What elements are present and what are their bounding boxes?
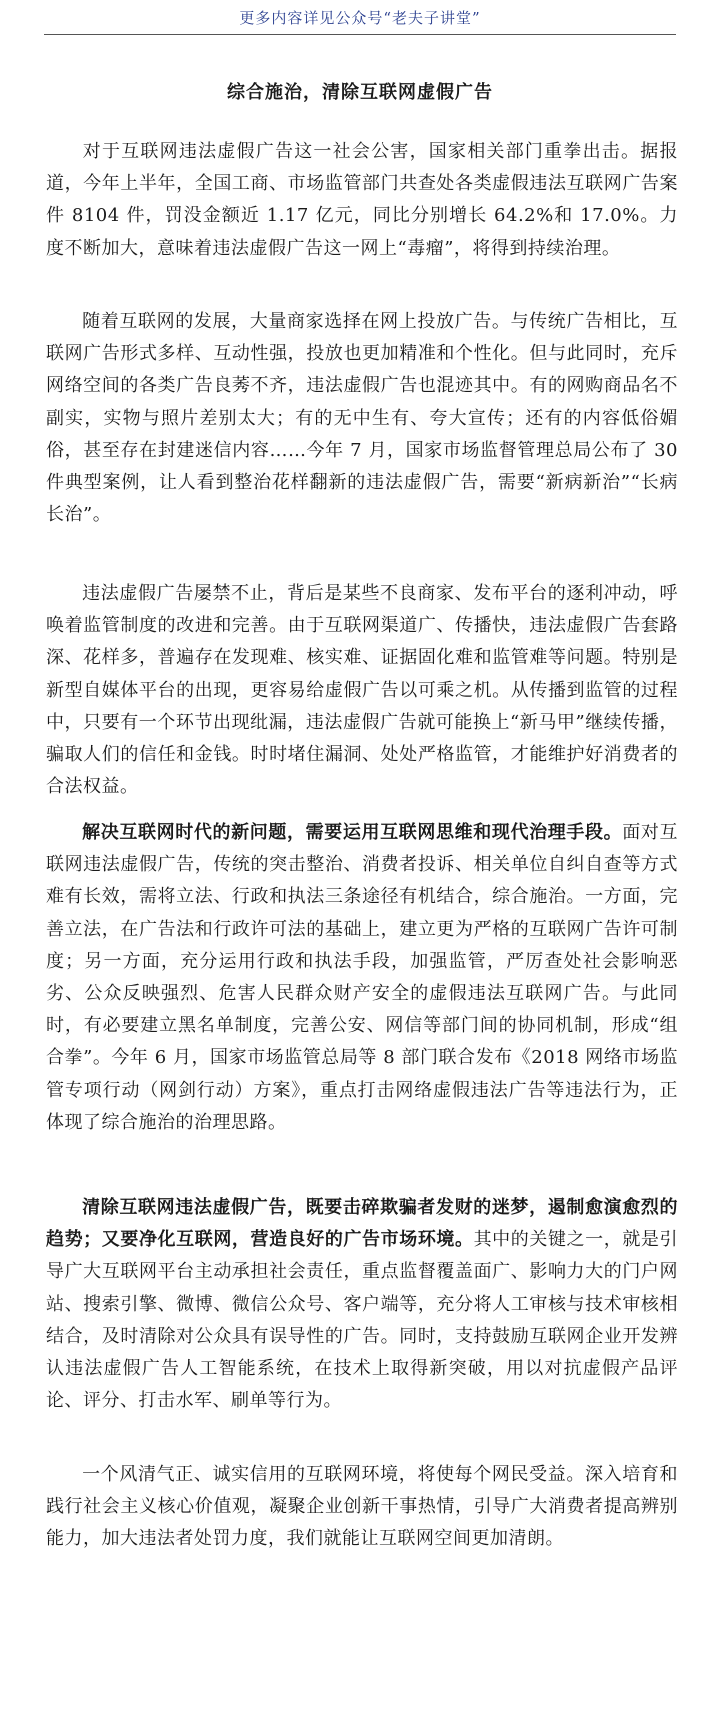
paragraph-2 xyxy=(46,306,678,531)
paragraph-2-text: 随着互联网的发展，大量商家选择在网上投放广告。与传统广告相比，互联网广告形式多样、互动性强，投放也更加精准和个性化。但与此同时，充斥网络空间的各类广告良莠不齐，违法虚假广告也混迹其中。有的网购商品名不副实，实物与照片差别太大；有的无中生有、夸大宣传；还有的内容低俗媚俗，甚至存在封建迷信内容……今年 7 月，国家市场监督管理总局公布了 30 件典型案例，让人看到整治花样翻新的违法虚假广告，需要“新病新治”“长病长治”。 xyxy=(46,311,678,526)
paragraph-5 xyxy=(46,1192,678,1417)
paragraph-1 xyxy=(46,136,678,265)
article-title: 综合施治，清除互联网虚假广告 xyxy=(227,82,493,103)
paragraph-6 xyxy=(46,1459,678,1556)
page-header xyxy=(44,0,676,35)
paragraph-1-text: 对于互联网违法虚假广告这一社会公害，国家相关部门重拳出击。据报道，今年上半年，全国工商、市场监管部门共查处各类虚假违法互联网广告案件 8104 件，罚没金额近 1.17 亿元，同比分别增长 64.2%和 17.0%。力度不断加大，意味着违法虚假广告这一网上“毒瘤”，将得到持续治理。 xyxy=(46,141,678,259)
paragraph-3 xyxy=(46,578,678,803)
paragraph-4-text: 面对互联网违法虚假广告，传统的突击整治、消费者投诉、相关单位自纠自查等方式难有长效，需将立法、行政和执法三条途径有机结合，综合施治。一方面，完善立法，在广告法和行政许可法的基础上，建立更为严格的互联网广告许可制度；另一方面，充分运用行政和执法手段，加强监管，严厉查处社会影响恶劣、公众反映强烈、危害人民群众财产安全的虚假违法互联网广告。与此同时，有必要建立黑名单制度，完善公安、网信等部门间的协同机制，形成“组合拳”。今年 6 月，国家市场监管总局等 8 部门联合发布《2018 网络市场监管专项行动（网剑行动）方案》，重点打击网络虚假违法广告等违法行为，正体现了综合施治的治理思路。 xyxy=(46,822,678,1133)
paragraph-3-text: 违法虚假广告屡禁不止，背后是某些不良商家、发布平台的逐利冲动，呼唤着监管制度的改进和完善。由于互联网渠道广、传播快，违法虚假广告套路深、花样多，普遍存在发现难、核实难、证据固化难和监管难等问题。特别是新型自媒体平台的出现，更容易给虚假广告以可乘之机。从传播到监管的过程中，只要有一个环节出现纰漏，违法虚假广告就可能换上“新马甲”继续传播，骗取人们的信任和金钱。时时堵住漏洞、处处严格监管，才能维护好消费者的合法权益。 xyxy=(46,583,678,798)
paragraph-6-text: 一个风清气正、诚实信用的互联网环境，将使每个网民受益。深入培育和践行社会主义核心价值观，凝聚企业创新干事热情，引导广大消费者提高辨别能力，加大违法者处罚力度，我们就能让互联网空间更加清朗。 xyxy=(46,1464,678,1550)
header-promo-text: 更多内容详见公众号“老夫子讲堂” xyxy=(239,9,481,27)
paragraph-4 xyxy=(46,817,678,1139)
paragraph-5-lead: 清除互联网违法虚假广告，既要击碎欺骗者发财的迷梦，遏制愈演愈烈的趋势；又要净化互联网，营造良好的广告市场环境。 xyxy=(46,1197,678,1251)
paragraph-4-lead: 解决互联网时代的新问题，需要运用互联网思维和现代治理手段。 xyxy=(82,822,623,843)
paragraph-5-text: 其中的关键之一，就是引导广大互联网平台主动承担社会责任，重点监督覆盖面广、影响力大的门户网站、搜索引擎、微博、微信公众号、客户端等，充分将人工审核与技术审核相结合，及时清除对公众具有误导性的广告。同时，支持鼓励互联网企业开发辨认违法虚假广告人工智能系统，在技术上取得新突破，用以对抗虚假产品评论、评分、打击水军、刷单等行为。 xyxy=(46,1229,679,1412)
